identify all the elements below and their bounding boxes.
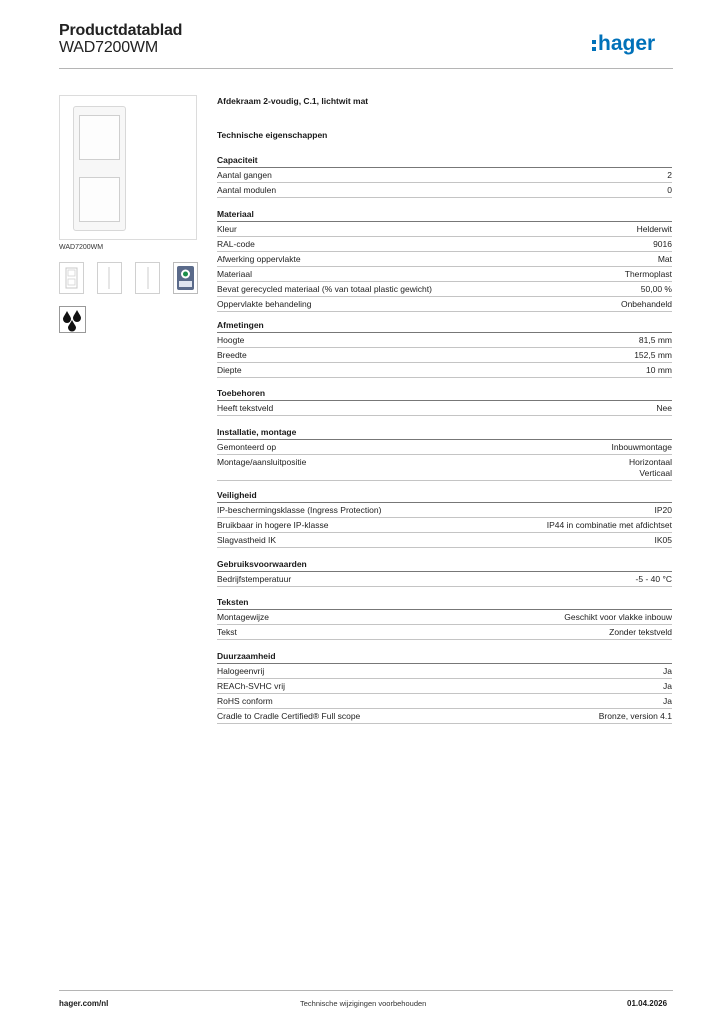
spec-row [217,440,672,455]
spec-label: Montagewijze [217,612,269,622]
spec-value: Verticaal [639,468,672,478]
spec-label: Heeft tekstveld [217,403,274,413]
product-code: WAD7200WM [59,39,158,56]
spec-label: Montage/aansluitpositie [217,457,307,467]
spec-value: 2 [667,170,672,180]
spec-label: IP-beschermingsklasse (Ingress Protection) [217,505,382,515]
thumbnail-front-view[interactable] [59,262,84,294]
spec-label: Afwerking oppervlakte [217,254,301,264]
spec-value: Mat [657,254,672,264]
section-teksten [217,597,672,640]
spec-value: Geschikt voor vlakke inbouw [564,612,672,622]
section-veiligheid [217,490,672,548]
spec-row [217,455,672,481]
header-divider [59,68,673,69]
section-title: Installatie, montage [217,427,672,440]
spec-row [217,222,672,237]
thumbnail-top-view[interactable] [135,262,160,294]
ip-protection-icon [59,306,86,333]
spec-label: RoHS conform [217,696,273,706]
spec-label: Oppervlakte behandeling [217,299,312,309]
spec-row [217,297,672,312]
spec-row [217,401,672,416]
spec-label: Halogeenvrij [217,666,265,676]
section-materiaal [217,209,672,312]
footer-website-link[interactable]: hager.com/nl [59,999,109,1008]
frame-opening-bottom [79,177,120,222]
section-duurzaamheid [217,651,672,724]
section-title: Teksten [217,597,672,610]
spec-value: IP20 [654,505,672,515]
footer-disclaimer: Technische wijzigingen voorbehouden [300,999,427,1008]
spec-row [217,168,672,183]
hager-logo-text: hager [598,32,656,55]
spec-row [217,709,672,724]
section-capaciteit [217,155,672,198]
spec-value: Ja [663,681,672,691]
spec-value: Helderwit [636,224,672,234]
spec-row [217,282,672,297]
spec-row [217,610,672,625]
section-title: Toebehoren [217,388,672,401]
hager-logo [592,29,674,57]
spec-label: Bedrijfstemperatuur [217,574,292,584]
spec-value: -5 - 40 °C [635,574,672,584]
section-gebruiksvoorwaarden [217,559,672,587]
spec-value: Nee [656,403,672,413]
spec-value: Bronze, version 4.1 [598,711,672,721]
spec-row [217,679,672,694]
spec-label: Hoogte [217,335,245,345]
footer-date: 01.04.2026 [627,999,668,1008]
spec-row [217,572,672,587]
spec-label: Diepte [217,365,242,375]
technical-properties-heading: Technische eigenschappen [217,130,328,140]
section-installatie [217,427,672,481]
spec-row [217,664,672,679]
frame-opening-top [79,115,120,160]
spec-label: Bruikbaar in hogere IP-klasse [217,520,329,530]
spec-value: Ja [663,666,672,676]
spec-label: Gemonteerd op [217,442,277,452]
section-title: Duurzaamheid [217,651,672,664]
footer-divider [59,990,673,991]
spec-row [217,503,672,518]
spec-label: Breedte [217,350,247,360]
section-title: Materiaal [217,209,672,222]
spec-value: IP44 in combinatie met afdichtset [546,520,672,530]
spec-row [217,625,672,640]
spec-value: Onbehandeld [620,299,672,309]
spec-label: Tekst [217,627,237,637]
spec-row [217,518,672,533]
spec-value: Thermoplast [624,269,672,279]
spec-row [217,694,672,709]
product-image [59,95,197,240]
spec-row [217,333,672,348]
spec-label: Slagvastheid IK [217,535,277,545]
section-title: Gebruiksvoorwaarden [217,559,672,572]
spec-value: Ja [663,696,672,706]
thumbnail-certification-badge[interactable] [173,262,198,294]
product-description: Afdekraam 2-voudig, C.1, lichtwit mat [217,96,369,106]
spec-label: Bevat gerecycled materiaal (% van totaal plastic gewicht) [217,284,432,294]
section-title: Veiligheid [217,490,672,503]
image-caption: WAD7200WM [59,244,104,251]
spec-label: Aantal modulen [217,185,277,195]
spec-value: 0 [667,185,672,195]
spec-label: Kleur [217,224,237,234]
section-afmetingen [217,320,672,378]
spec-value: 9016 [653,239,672,249]
spec-row [217,348,672,363]
section-toebehoren [217,388,672,416]
spec-value: 152,5 mm [634,350,672,360]
section-title: Afmetingen [217,320,672,333]
spec-row [217,533,672,548]
spec-label: Aantal gangen [217,170,272,180]
spec-row [217,183,672,198]
spec-label: Materiaal [217,269,252,279]
page-title: Productdatablad [59,22,183,39]
spec-row [217,252,672,267]
thumbnail-side-view[interactable] [97,262,122,294]
spec-row [217,237,672,252]
spec-value: Horizontaal [629,457,672,467]
spec-value-multi [629,457,672,479]
spec-value: IK05 [654,535,672,545]
spec-value: Inbouwmontage [611,442,672,452]
spec-label: REACh-SVHC vrij [217,681,286,691]
spec-label: RAL-code [217,239,255,249]
spec-value: 50,00 % [640,284,672,294]
frame-illustration [73,106,126,231]
spec-row [217,267,672,282]
spec-row [217,363,672,378]
spec-value: 81,5 mm [638,335,672,345]
spec-value: 10 mm [646,365,672,375]
spec-value: Zonder tekstveld [609,627,672,637]
spec-label: Cradle to Cradle Certified® Full scope [217,711,361,721]
section-title: Capaciteit [217,155,672,168]
